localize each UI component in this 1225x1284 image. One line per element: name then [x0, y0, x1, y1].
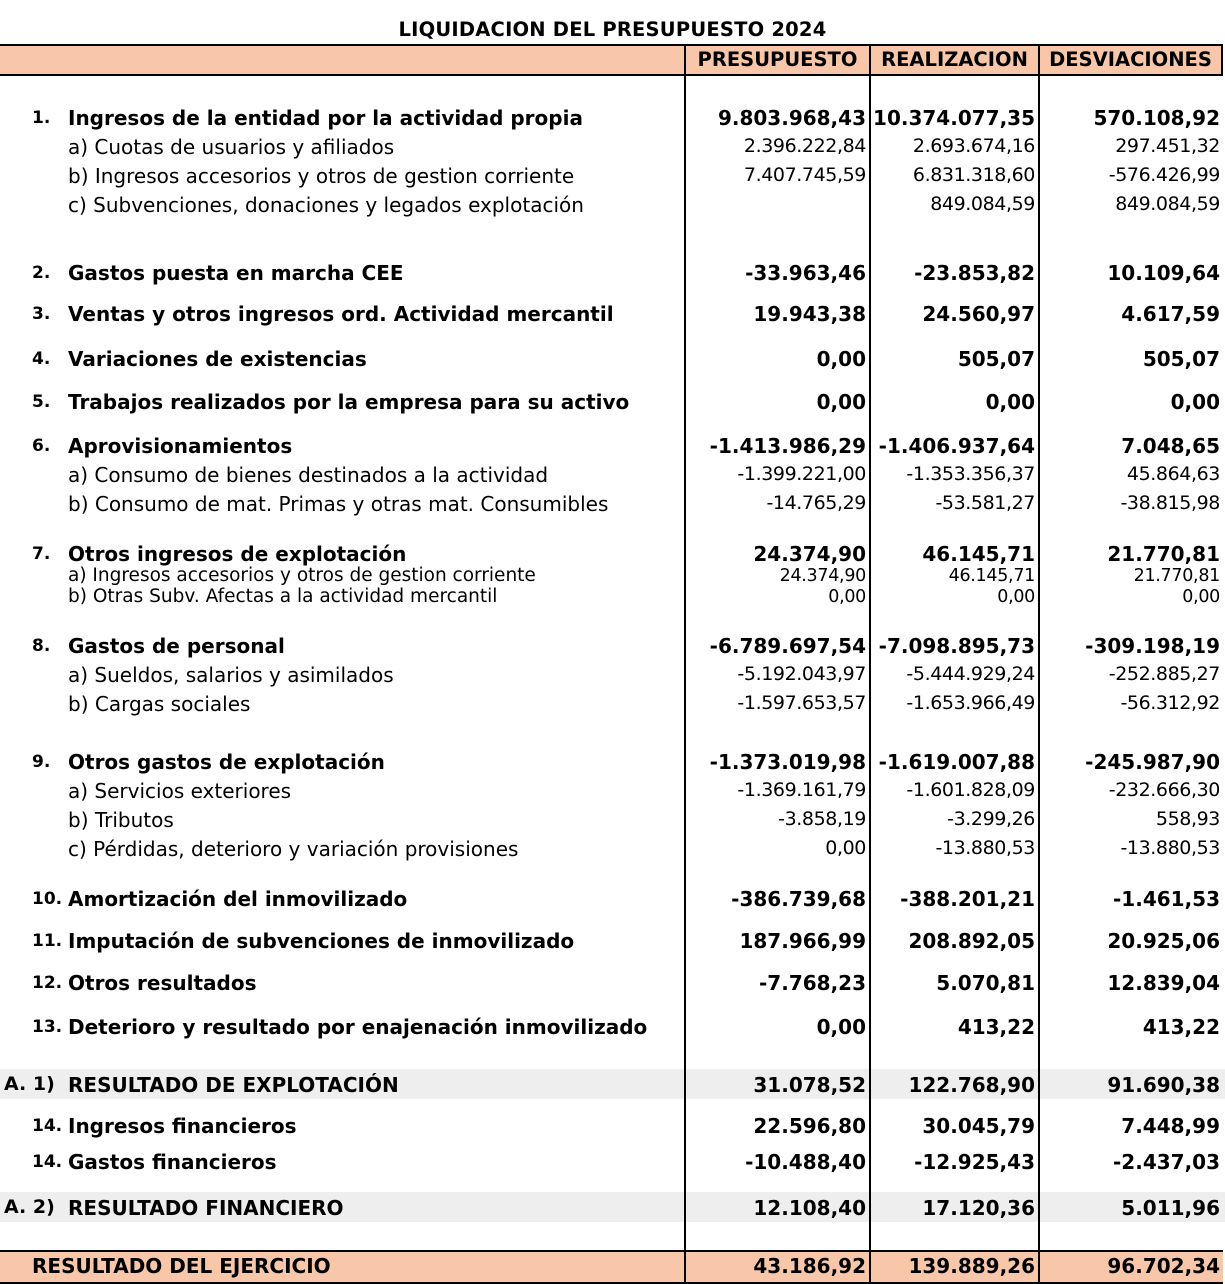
value-realizacion: 17.120,36 [922, 1196, 1035, 1220]
value-presupuesto: 22.596,80 [753, 1114, 866, 1138]
value-presupuesto: -386.739,68 [731, 887, 866, 911]
value-desviaciones: -38.815,98 [1120, 492, 1220, 514]
table-row [0, 692, 1225, 720]
value-presupuesto: -1.597.653,57 [737, 692, 866, 714]
value-presupuesto: 24.374,90 [779, 566, 866, 586]
value-desviaciones: -252.885,27 [1108, 663, 1220, 685]
value-presupuesto: 19.943,38 [753, 302, 866, 326]
row-label: Ingresos financieros [68, 1114, 297, 1138]
row-label: b) Tributos [68, 808, 174, 832]
table-row [0, 929, 1225, 957]
value-desviaciones: 0,00 [1182, 587, 1220, 607]
value-realizacion: 122.768,90 [908, 1073, 1035, 1097]
value-desviaciones: -309.198,19 [1085, 634, 1220, 658]
row-label: Gastos puesta en marcha CEE [68, 261, 404, 285]
table-row [0, 566, 1225, 588]
value-realizacion: 2.693.674,16 [912, 135, 1035, 157]
table-row [0, 587, 1225, 609]
value-realizacion: 46.145,71 [948, 566, 1035, 586]
row-label: Ingresos de la entidad por la actividad propia [68, 106, 583, 130]
value-desviaciones: 91.690,38 [1107, 1073, 1220, 1097]
value-realizacion: -53.581,27 [935, 492, 1035, 514]
value-realizacion: -1.353.356,37 [906, 463, 1035, 485]
value-desviaciones: 21.770,81 [1133, 566, 1220, 586]
value-desviaciones: -13.880,53 [1120, 837, 1220, 859]
value-presupuesto: -6.789.697,54 [709, 634, 866, 658]
value-realizacion: -388.201,21 [900, 887, 1035, 911]
value-desviaciones: 7.048,65 [1121, 434, 1220, 458]
row-number: A. 2) [4, 1196, 55, 1218]
value-desviaciones: 10.109,64 [1107, 261, 1220, 285]
table-row [0, 193, 1225, 221]
value-desviaciones: 570.108,92 [1093, 106, 1220, 130]
value-realizacion: 5.070,81 [936, 971, 1035, 995]
value-presupuesto: 31.078,52 [753, 1073, 866, 1097]
value-desviaciones: 96.702,34 [1107, 1254, 1220, 1278]
row-number: 10. [32, 889, 63, 909]
row-label: Deterioro y resultado por enajenación inmovilizado [68, 1015, 648, 1039]
row-label: b) Cargas sociales [68, 692, 251, 716]
row-label: RESULTADO DEL EJERCICIO [32, 1254, 331, 1278]
table-row [0, 492, 1225, 520]
value-realizacion: -1.619.007,88 [878, 750, 1035, 774]
value-presupuesto: 0,00 [816, 347, 866, 371]
row-label: Imputación de subvenciones de inmovilizado [68, 929, 575, 953]
value-realizacion: 0,00 [997, 587, 1035, 607]
value-presupuesto: -5.192.043,97 [737, 663, 866, 685]
row-number: 13. [32, 1017, 63, 1037]
row-number: 14. [32, 1116, 63, 1136]
row-number: 12. [32, 973, 63, 993]
table-row [0, 837, 1225, 865]
row-label: c) Subvenciones, donaciones y legados explotación [68, 193, 584, 217]
row-label: a) Servicios exteriores [68, 779, 292, 803]
row-label: Trabajos realizados por la empresa para su activo [68, 390, 630, 414]
value-presupuesto: 187.966,99 [739, 929, 866, 953]
value-realizacion: -3.299,26 [947, 808, 1035, 830]
row-number: 6. [32, 436, 51, 456]
value-realizacion: 208.892,05 [908, 929, 1035, 953]
row-label: Gastos financieros [68, 1150, 277, 1174]
value-desviaciones: -576.426,99 [1108, 164, 1220, 186]
column-header-desviaciones: DESVIACIONES [1049, 48, 1212, 71]
row-number: A. 1) [4, 1073, 55, 1095]
row-number: 5. [32, 392, 51, 412]
column-divider [1221, 44, 1223, 76]
row-label: Otros gastos de explotación [68, 750, 385, 774]
value-presupuesto: 12.108,40 [753, 1196, 866, 1220]
column-header-realizacion: REALIZACION [881, 48, 1028, 71]
value-desviaciones: 849.084,59 [1115, 193, 1220, 215]
row-label: b) Ingresos accesorios y otros de gestion corriente [68, 164, 575, 188]
table-row [0, 971, 1225, 999]
value-desviaciones: -56.312,92 [1120, 692, 1220, 714]
page-title: LIQUIDACION DEL PRESUPUESTO 2024 [398, 18, 827, 41]
table-row [0, 463, 1225, 491]
value-desviaciones: -1.461,53 [1113, 887, 1220, 911]
row-number: 2. [32, 263, 51, 283]
table-row [0, 663, 1225, 691]
value-realizacion: 0,00 [985, 390, 1035, 414]
table-row [0, 347, 1225, 375]
row-number: 8. [32, 636, 51, 656]
row-label: Amortización del inmovilizado [68, 887, 408, 911]
row-label: a) Consumo de bienes destinados a la actividad [68, 463, 549, 487]
value-presupuesto: -1.413.986,29 [709, 434, 866, 458]
value-presupuesto: 0,00 [825, 837, 866, 859]
value-desviaciones: 5.011,96 [1121, 1196, 1220, 1220]
value-desviaciones: 21.770,81 [1107, 542, 1220, 566]
value-realizacion: 30.045,79 [922, 1114, 1035, 1138]
value-desviaciones: 297.451,32 [1115, 135, 1220, 157]
value-realizacion: 413,22 [957, 1015, 1035, 1039]
row-number: 4. [32, 349, 51, 369]
value-desviaciones: 505,07 [1142, 347, 1220, 371]
row-label: a) Sueldos, salarios y asimilados [68, 663, 394, 687]
row-number: 3. [32, 304, 51, 324]
value-desviaciones: 0,00 [1170, 390, 1220, 414]
value-desviaciones: -245.987,90 [1085, 750, 1220, 774]
table-row [0, 808, 1225, 836]
row-label: b) Consumo de mat. Primas y otras mat. Consumibles [68, 492, 609, 516]
value-realizacion: -12.925,43 [914, 1150, 1035, 1174]
value-presupuesto: -10.488,40 [745, 1150, 866, 1174]
value-presupuesto: 0,00 [816, 390, 866, 414]
value-desviaciones: 45.864,63 [1126, 463, 1220, 485]
result-row-ejercicio [0, 1254, 1225, 1282]
value-realizacion: -1.653.966,49 [906, 692, 1035, 714]
row-label: Ventas y otros ingresos ord. Actividad mercantil [68, 302, 614, 326]
row-number: 9. [32, 752, 51, 772]
value-realizacion: 10.374.077,35 [873, 106, 1035, 130]
value-realizacion: 6.831.318,60 [912, 164, 1035, 186]
table-row [0, 1015, 1225, 1043]
value-desviaciones: 12.839,04 [1107, 971, 1220, 995]
result-row-financiero [0, 1196, 1225, 1224]
value-presupuesto: -33.963,46 [745, 261, 866, 285]
value-desviaciones: 7.448,99 [1121, 1114, 1220, 1138]
value-desviaciones: 4.617,59 [1121, 302, 1220, 326]
table-row [0, 106, 1225, 134]
row-label: b) Otras Subv. Afectas a la actividad mercantil [68, 586, 498, 607]
value-presupuesto: 9.803.968,43 [717, 106, 866, 130]
value-presupuesto: -1.369.161,79 [737, 779, 866, 801]
value-presupuesto: -3.858,19 [778, 808, 866, 830]
row-label: a) Cuotas de usuarios y afiliados [68, 135, 395, 159]
table-row [0, 1150, 1225, 1178]
row-label: Variaciones de existencias [68, 347, 367, 371]
row-label: RESULTADO FINANCIERO [68, 1196, 344, 1220]
value-presupuesto: 24.374,90 [753, 542, 866, 566]
table-row [0, 779, 1225, 807]
value-presupuesto: -1.373.019,98 [709, 750, 866, 774]
value-presupuesto: 2.396.222,84 [743, 135, 866, 157]
row-number: 11. [32, 931, 63, 951]
table-row [0, 135, 1225, 163]
value-realizacion: -1.601.828,09 [906, 779, 1035, 801]
value-desviaciones: 558,93 [1155, 808, 1220, 830]
row-number: 1. [32, 108, 51, 128]
table-row [0, 390, 1225, 418]
value-desviaciones: -232.666,30 [1108, 779, 1220, 801]
value-desviaciones: 413,22 [1142, 1015, 1220, 1039]
table-row [0, 434, 1225, 462]
row-label: Aprovisionamientos [68, 434, 293, 458]
value-presupuesto: -7.768,23 [759, 971, 866, 995]
value-realizacion: -23.853,82 [914, 261, 1035, 285]
value-realizacion: 46.145,71 [922, 542, 1035, 566]
column-header-presupuesto: PRESUPUESTO [697, 48, 858, 71]
table-row [0, 302, 1225, 330]
value-presupuesto: 0,00 [816, 1015, 866, 1039]
value-realizacion: 24.560,97 [922, 302, 1035, 326]
row-label: c) Pérdidas, deterioro y variación provisiones [68, 837, 519, 861]
row-label: Otros resultados [68, 971, 257, 995]
value-presupuesto: 0,00 [828, 587, 866, 607]
value-realizacion: 139.889,26 [908, 1254, 1035, 1278]
value-desviaciones: 20.925,06 [1107, 929, 1220, 953]
table-row [0, 634, 1225, 662]
row-number: 7. [32, 544, 51, 564]
value-desviaciones: -2.437,03 [1113, 1150, 1220, 1174]
result-row-explotacion [0, 1073, 1225, 1101]
value-realizacion: 505,07 [957, 347, 1035, 371]
row-number: 14. [32, 1152, 63, 1172]
row-label: a) Ingresos accesorios y otros de gestion corriente [68, 565, 536, 586]
row-label: Otros ingresos de explotación [68, 542, 407, 566]
value-presupuesto: 43.186,92 [753, 1254, 866, 1278]
value-realizacion: -1.406.937,64 [878, 434, 1035, 458]
value-presupuesto: 7.407.745,59 [743, 164, 866, 186]
table-row [0, 750, 1225, 778]
row-label: Gastos de personal [68, 634, 285, 658]
table-row [0, 164, 1225, 192]
table-row [0, 887, 1225, 915]
value-presupuesto: -1.399.221,00 [737, 463, 866, 485]
value-realizacion: 849.084,59 [930, 193, 1035, 215]
table-row [0, 261, 1225, 289]
table-row [0, 1114, 1225, 1142]
value-realizacion: -7.098.895,73 [878, 634, 1035, 658]
value-presupuesto: -14.765,29 [766, 492, 866, 514]
row-label: RESULTADO DE EXPLOTACIÓN [68, 1073, 399, 1097]
value-realizacion: -5.444.929,24 [906, 663, 1035, 685]
value-realizacion: -13.880,53 [935, 837, 1035, 859]
